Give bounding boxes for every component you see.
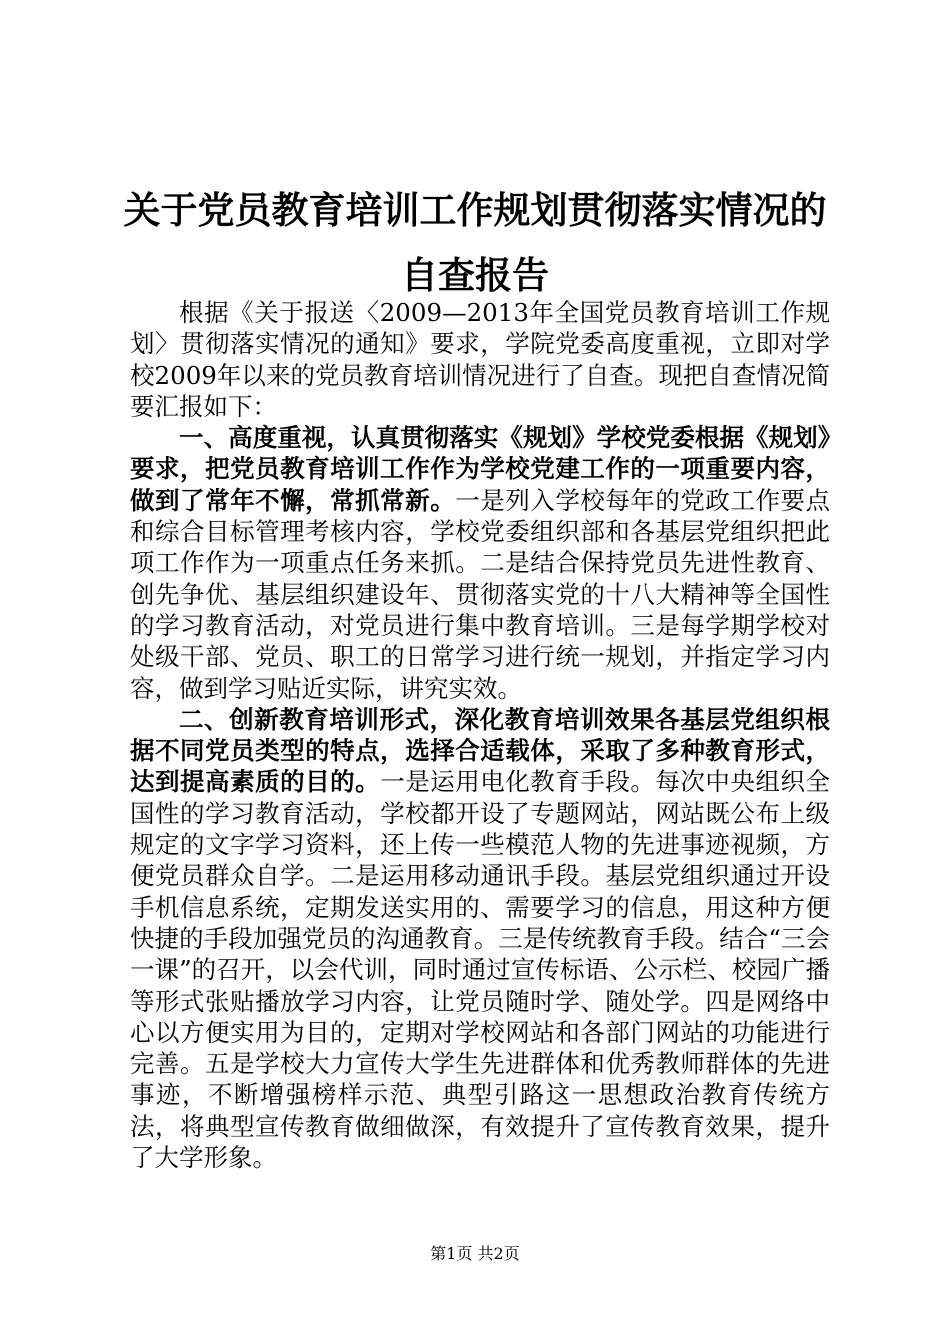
paragraph-section-2 <box>130 704 830 1173</box>
paragraph-intro <box>130 297 830 422</box>
paragraph-text: 一是运用电化教育手段。每次中央组织全国性的学习教育活动，学校都开设了专题网站，网站既公布上级规定的文字学习资料，还上传一些模范人物的先进事迹视频，方便党员群众自学。二是运用移动通讯手段。基层党组织通过开设手机信息系统，定期发送实用的、需要学习的信息，用这种方便快捷的手段加强党员的沟通教育。三是传统教育手段。结合“三会一课”的召开，以会代训，同时通过宣传标语、公示栏、校园广播等形式张贴播放学习内容，让党员随时学、随处学。四是网络中心以方便实用为目的，定期对学校网站和各部门网站的功能进行完善。五是学校大力宣传大学生先进群体和优秀教师群体的先进事迹，不断增强榜样示范、典型引路这一思想政治教育传统方法，将典型宣传教育做细做深，有效提升了宣传教育效果，提升了大学形象。 <box>130 767 831 1173</box>
page-number: 第1页 共2页 <box>430 1244 520 1263</box>
document-body <box>130 297 830 1173</box>
paragraph-section-1 <box>130 422 830 704</box>
paragraph-text: 根据《关于报送〈2009—2013年全国党员教育培训工作规划〉贯彻落实情况的通知》要求，学院党委高度重视，立即对学校2009年以来的党员教育培训情况进行了自查。现把自查情况简要汇报如下： <box>130 298 830 421</box>
document-title: 关于党员教育培训工作规划贯彻落实情况的自查报告 <box>123 189 827 297</box>
paragraph-text: 一是列入学校每年的党政工作要点和综合目标管理考核内容，学校党委组织部和各基层党组织把此项工作作为一项重点任务来抓。二是结合保持党员先进性教育、创先争优、基层组织建设年、贯彻落实党的十八大精神等全国性的学习教育活动，对党员进行集中教育培训。三是每学期学校对处级干部、党员、职工的日常学习进行统一规划，并指定学习内容，做到学习贴近实际，讲究实效。 <box>130 485 831 703</box>
section-1-heading: 一、高度重视，认真贯彻落实《规划》学校党委根据《规划》要求，把党员教育培训工作作为学校党建工作的一项重要内容，做到了常年不懈，常抓常新。 <box>130 423 830 515</box>
section-2-heading: 二、创新教育培训形式，深化教育培训效果各基层党组织根据不同党员类型的特点，选择合适载体，采取了多种教育形式，达到提高素质的目的。 <box>130 704 830 797</box>
